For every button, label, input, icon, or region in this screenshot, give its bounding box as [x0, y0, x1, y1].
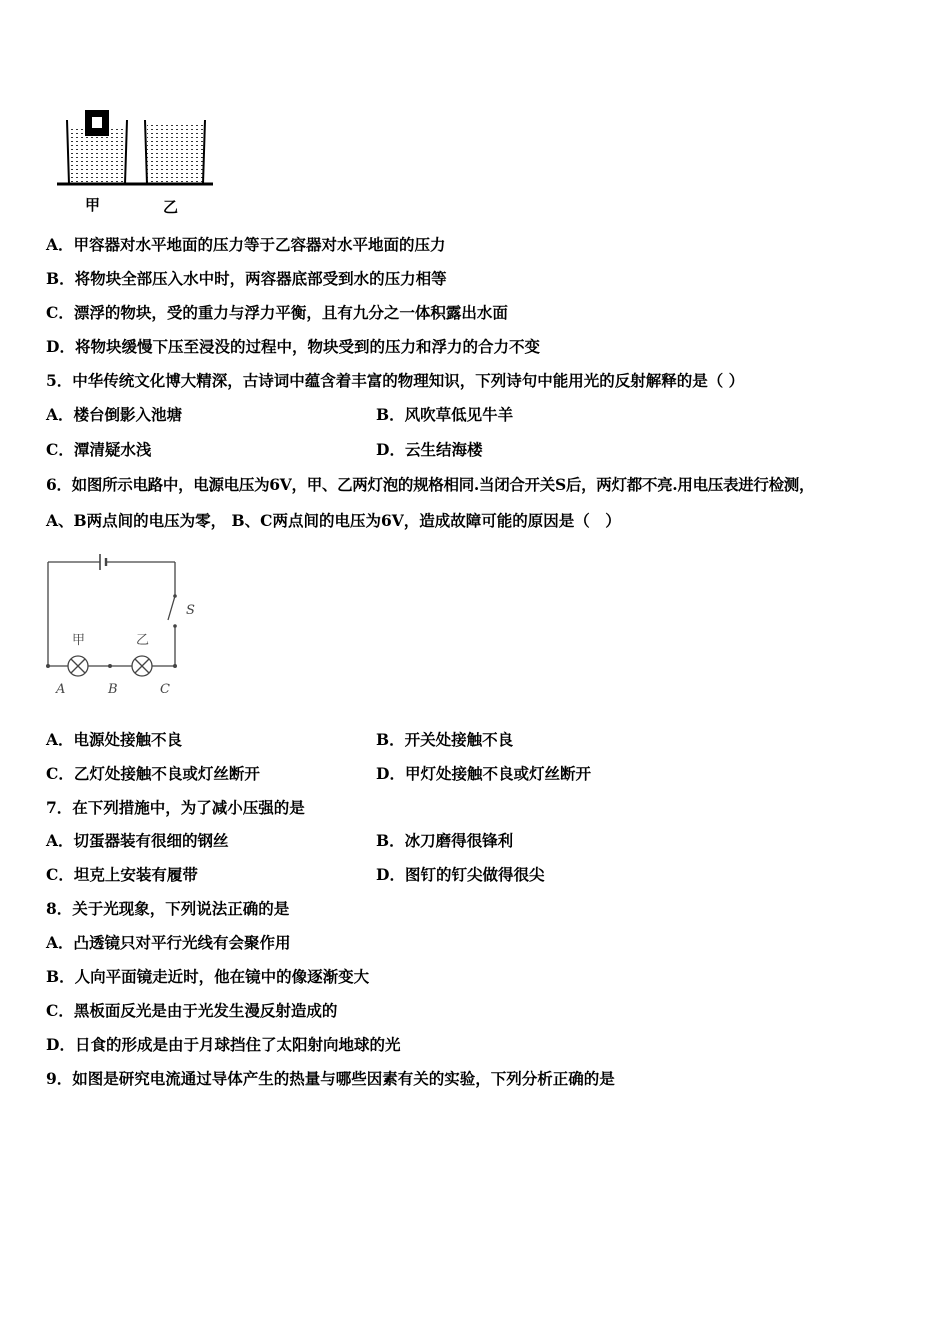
q6-stem-line1: 6．如图所示电路中，电源电压为6V，甲、乙两灯泡的规格相同.当闭合开关S后，两灯都不亮.用电压表进行检测， — [46, 475, 815, 494]
q8-option-a: A．凸透镜只对平行光线有会聚作用 — [46, 933, 291, 952]
q7-stem: 7．在下列措施中，为了减小压强的是 — [46, 798, 305, 817]
circuit-label-jia: 甲 — [72, 633, 86, 648]
circuit-label-yi: 乙 — [136, 633, 150, 648]
q5-option-c: C．潭清疑水浅 — [46, 440, 152, 459]
q8-option-c: C．黑板面反光是由于光发生漫反射造成的 — [46, 1001, 338, 1020]
circuit-figure — [40, 550, 210, 700]
q6-option-b: B．开关处接触不良 — [376, 730, 514, 749]
q4-option-b: B．将物块全部压入水中时，两容器底部受到水的压力相等 — [46, 269, 447, 288]
q7-option-d: D．图钉的钉尖做得很尖 — [376, 865, 545, 884]
q9-stem: 9．如图是研究电流通过导体产生的热量与哪些因素有关的实验，下列分析正确的是 — [46, 1069, 615, 1088]
circuit-label-a: A — [56, 682, 66, 697]
q8-option-b: B．人向平面镜走近时，他在镜中的像逐渐变大 — [46, 967, 370, 986]
label-jia: 甲 — [85, 196, 101, 214]
q6-stem-line2: A、B两点间的电压为零， B、C两点间的电压为6V，造成故障可能的原因是（ ） — [46, 511, 621, 530]
label-yi: 乙 — [163, 198, 179, 216]
circuit-label-b: B — [108, 682, 118, 697]
point-b — [108, 664, 112, 668]
container-yi-water — [147, 124, 203, 184]
q8-stem: 8．关于光现象，下列说法正确的是 — [46, 899, 290, 918]
q8-option-d: D．日食的形成是由于月球挡住了太阳射向地球的光 — [46, 1035, 401, 1054]
q5-option-b: B．风吹草低见牛羊 — [376, 405, 514, 424]
q5-option-d: D．云生结海楼 — [376, 440, 483, 459]
point-c — [173, 664, 177, 668]
q7-option-c: C．坦克上安装有履带 — [46, 865, 198, 884]
q4-option-a: A．甲容器对水平地面的压力等于乙容器对水平地面的压力 — [46, 235, 446, 254]
q7-option-a: A．切蛋器装有很细的钢丝 — [46, 831, 229, 850]
q5-stem: 5．中华传统文化博大精深，古诗词中蕴含着丰富的物理知识，下列诗句中能用光的反射解释的是（ ） — [46, 371, 745, 390]
q6-option-d: D．甲灯处接触不良或灯丝断开 — [376, 764, 591, 783]
circuit-label-c: C — [160, 682, 170, 697]
point-a — [46, 664, 50, 668]
q5-option-a: A．楼台倒影入池塘 — [46, 405, 183, 424]
q6-option-a: A．电源处接触不良 — [46, 730, 183, 749]
containers-figure — [55, 108, 215, 218]
q7-option-b: B．冰刀磨得很锋利 — [376, 831, 514, 850]
circuit-label-s: S — [186, 603, 195, 618]
q4-option-c: C．漂浮的物块，受的重力与浮力平衡，且有九分之一体积露出水面 — [46, 303, 508, 322]
q6-option-c: C．乙灯处接触不良或灯丝断开 — [46, 764, 260, 783]
q4-option-d: D．将物块缓慢下压至浸没的过程中，物块受到的压力和浮力的合力不变 — [46, 337, 540, 356]
